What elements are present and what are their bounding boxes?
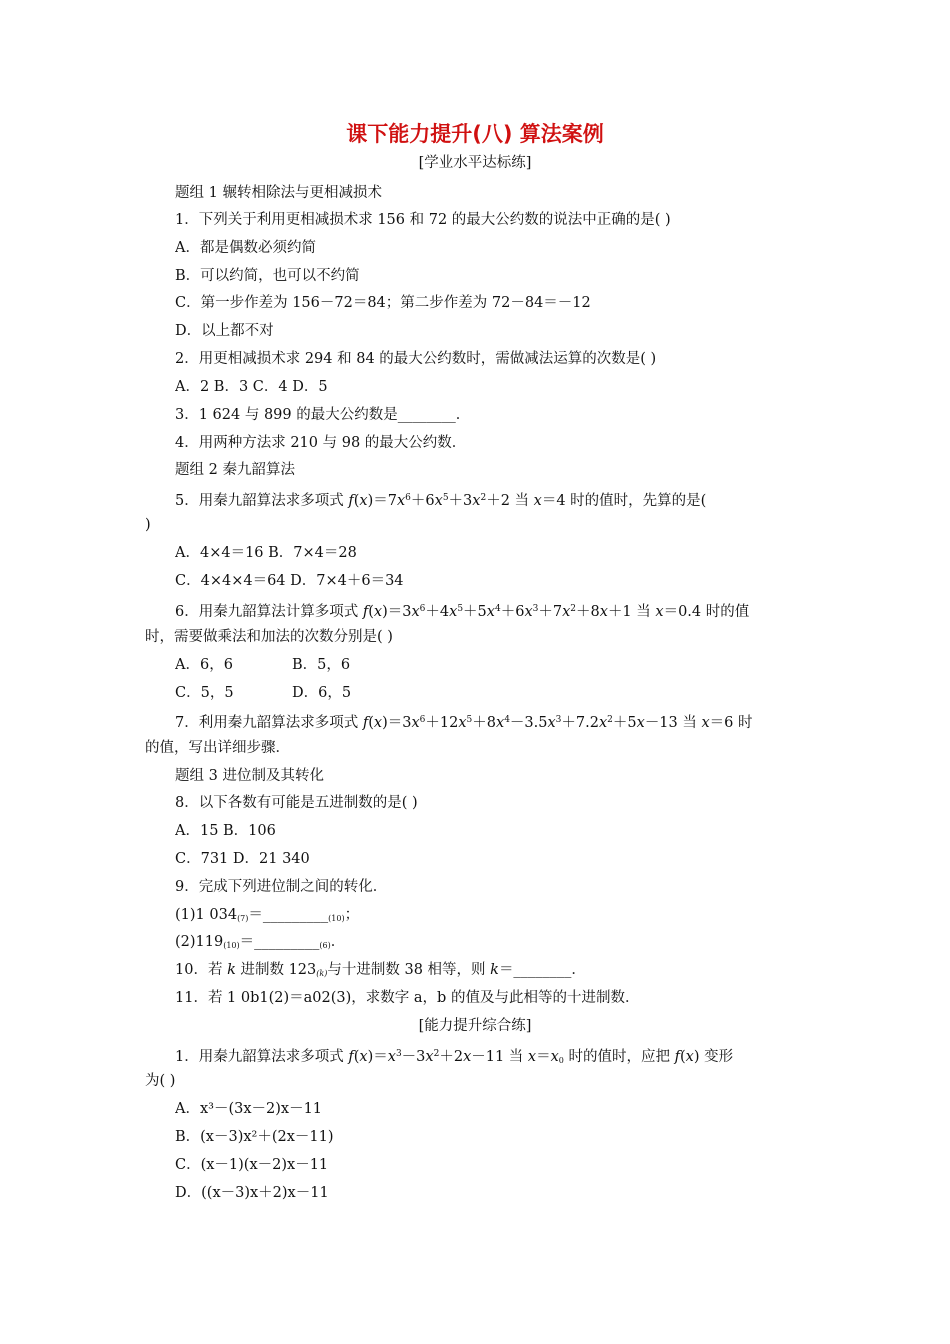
question-8-options-ab: A．15 B．106	[175, 823, 276, 839]
question-9-part-1: (1)1 $034_{(7)}=\_\_\_\_\_\_\_\_\__{(10)}$；	[175, 907, 360, 923]
question-7-line2: 的值，写出详细步骤．	[145, 740, 290, 756]
question-7-line1: 7．利用秦九韶算法求多项式 $f(x)=3x^6+12x^5+8x^4-3.5x^3+7.2x^2+5x-13$ 当 x＝6 时	[175, 715, 753, 731]
question-10: 10．若 k 进制数 $123_{(k)}$与十进制数 38 相等，则 k＝________．	[175, 962, 586, 978]
section-header-advanced: [能力提升综合练]	[418, 1018, 532, 1034]
advanced-question-1-line2: 为( )	[145, 1073, 176, 1089]
question-1-option-b: B．可以约简，也可以不约简	[175, 268, 360, 284]
question-4: 4．用两种方法求 210 与 98 的最大公约数．	[175, 435, 467, 451]
question-8-options-cd: C．731 D．21 340	[175, 851, 310, 867]
question-5-options-ab: A．4×4＝16 B．7×4＝28	[175, 545, 357, 561]
question-9-stem: 9．完成下列进位制之间的转化．	[175, 879, 388, 895]
group-2-header: 题组 2 秦九韶算法	[175, 462, 295, 478]
question-2-stem: 2．用更相减损术求 294 和 84 的最大公约数时，需做减法运算的次数是( )	[175, 351, 657, 367]
advanced-question-1-line1: 1．用秦九韶算法求多项式 $f(x)=x^3-3x^2+2x-11$ 当 $x=x_0$ 时的值时，应把 f(x) 变形	[175, 1049, 734, 1065]
question-1-option-d: D．以上都不对	[175, 323, 274, 339]
advanced-question-1-option-d: D．((x－3)x＋2)x－11	[175, 1185, 329, 1201]
question-8-stem: 8．以下各数有可能是五进制数的是( )	[175, 795, 418, 811]
question-6-line2: 时，需要做乘法和加法的次数分别是( )	[145, 629, 393, 645]
question-6-option-d: D．6，5	[292, 685, 352, 701]
advanced-question-1-option-c: C．(x－1)(x－2)x－11	[175, 1157, 329, 1173]
group-1-header: 题组 1 辗转相除法与更相减损术	[175, 185, 382, 201]
question-1-option-a: A．都是偶数必须约简	[175, 240, 316, 256]
question-6-option-b: B．5，6	[292, 657, 351, 673]
group-3-header: 题组 3 进位制及其转化	[175, 768, 324, 784]
question-5-line2: )	[145, 517, 151, 533]
question-5-line1: 5．用秦九韶算法求多项式 $f(x)=7x^6+6x^5+3x^2+2$ 当 x＝4 时的值时，先算的是(	[175, 493, 707, 509]
page-title: 课下能力提升(八) 算法案例	[346, 122, 604, 146]
question-1-stem: 1．下列关于利用更相减损术求 156 和 72 的最大公约数的说法中正确的是( )	[175, 212, 671, 228]
question-2-options: A．2 B．3 C．4 D．5	[175, 379, 328, 395]
section-header-basic: [学业水平达标练]	[418, 155, 532, 171]
question-6-option-a: A．6，6	[175, 657, 233, 673]
question-6-line1: 6．用秦九韶算法计算多项式 $f(x)=3x^6+4x^5+5x^4+6x^3+7x^2+8x+1$ 当 x＝0.4 时的值	[175, 604, 750, 620]
question-11: 11．若 1 0b1(2)＝a02(3)，求数字 a，b 的值及与此相等的十进制数．	[175, 990, 640, 1006]
question-5-options-cd: C．4×4×4＝64 D．7×4＋6＝34	[175, 573, 404, 589]
question-3: 3．1 624 与 899 的最大公约数是________．	[175, 407, 471, 423]
advanced-question-1-option-b: B．(x－3)x²＋(2x－11)	[175, 1129, 334, 1145]
question-1-option-c: C．第一步作差为 156－72＝84；第二步作差为 72－84＝－12	[175, 295, 591, 311]
question-6-option-c: C．5，5	[175, 685, 234, 701]
question-9-part-2: $(2)119_{(10)}=\_\_\_\_\_\_\_\_\__{(6)}$．	[175, 934, 346, 950]
advanced-question-1-option-a: A．x³－(3x－2)x－11	[175, 1101, 323, 1117]
